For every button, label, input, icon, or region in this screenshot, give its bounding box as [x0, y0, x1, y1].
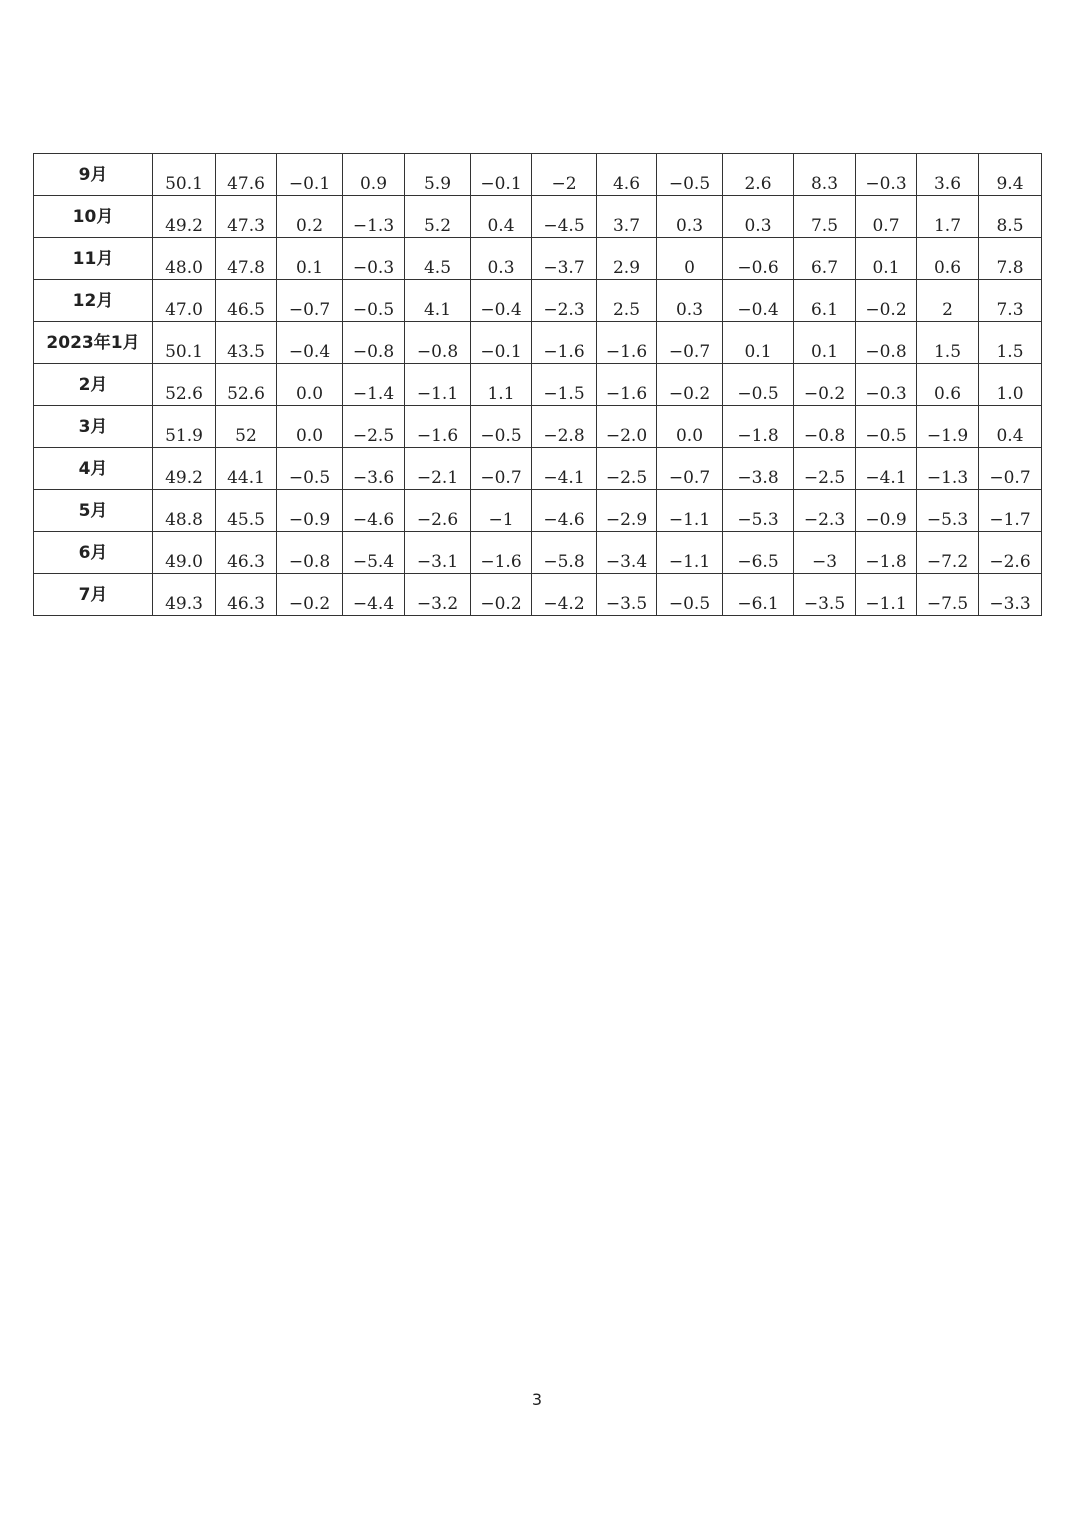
- table-cell: 45.5: [216, 490, 277, 532]
- table-cell: −6.1: [723, 574, 794, 616]
- table-cell: 47.8: [216, 238, 277, 280]
- row-label: 3月: [34, 406, 153, 448]
- table-cell: −1.3: [917, 448, 979, 490]
- table-cell: −2.3: [794, 490, 856, 532]
- table-cell: −2.9: [597, 490, 657, 532]
- table-cell: −0.7: [471, 448, 532, 490]
- row-label: 4月: [34, 448, 153, 490]
- table-cell: −5.8: [532, 532, 597, 574]
- table-cell: −0.5: [277, 448, 343, 490]
- table-cell: −0.3: [856, 154, 917, 196]
- table-cell: −1.6: [405, 406, 471, 448]
- table-cell: −0.5: [343, 280, 405, 322]
- table-cell: −0.5: [657, 154, 723, 196]
- table-cell: −3.6: [343, 448, 405, 490]
- table-cell: −0.5: [723, 364, 794, 406]
- row-label: 9月: [34, 154, 153, 196]
- table-cell: −0.2: [794, 364, 856, 406]
- table-cell: 9.4: [979, 154, 1042, 196]
- table-cell: −0.8: [405, 322, 471, 364]
- table-cell: 43.5: [216, 322, 277, 364]
- table-cell: 0.0: [277, 364, 343, 406]
- table-cell: −1.1: [657, 532, 723, 574]
- table-cell: 8.5: [979, 196, 1042, 238]
- table-cell: 50.1: [153, 322, 216, 364]
- table-cell: 0.4: [471, 196, 532, 238]
- table-cell: 0.0: [657, 406, 723, 448]
- table-cell: −0.4: [471, 280, 532, 322]
- table-cell: 2.6: [723, 154, 794, 196]
- data-table: [33, 153, 1042, 616]
- table-cell: 0.1: [794, 322, 856, 364]
- table-cell: −1.7: [979, 490, 1042, 532]
- table-cell: −0.9: [277, 490, 343, 532]
- table-cell: −0.7: [979, 448, 1042, 490]
- table-cell: −3.5: [794, 574, 856, 616]
- row-label: 5月: [34, 490, 153, 532]
- table-row: [34, 154, 1042, 196]
- table-cell: 49.3: [153, 574, 216, 616]
- table-cell: −0.1: [471, 154, 532, 196]
- table-row: [34, 406, 1042, 448]
- table-row: [34, 364, 1042, 406]
- table-cell: −0.8: [794, 406, 856, 448]
- table-cell: −4.1: [532, 448, 597, 490]
- table-cell: −2.6: [405, 490, 471, 532]
- table-cell: 0.3: [657, 196, 723, 238]
- table-cell: −0.1: [471, 322, 532, 364]
- table-cell: −0.5: [856, 406, 917, 448]
- table-cell: 0.6: [917, 238, 979, 280]
- row-label: 11月: [34, 238, 153, 280]
- table-cell: −0.3: [856, 364, 917, 406]
- table-cell: 7.8: [979, 238, 1042, 280]
- row-label: 2023年1月: [34, 322, 153, 364]
- table-cell: 46.3: [216, 574, 277, 616]
- table-cell: −1.1: [657, 490, 723, 532]
- table-cell: −2.1: [405, 448, 471, 490]
- row-label: 7月: [34, 574, 153, 616]
- table-cell: −1.3: [343, 196, 405, 238]
- table-cell: 7.5: [794, 196, 856, 238]
- table-cell: 0.0: [277, 406, 343, 448]
- table-cell: 47.6: [216, 154, 277, 196]
- table-row: [34, 238, 1042, 280]
- table-cell: −0.2: [856, 280, 917, 322]
- row-label: 10月: [34, 196, 153, 238]
- table-cell: −1.6: [532, 322, 597, 364]
- table-cell: −4.4: [343, 574, 405, 616]
- table-cell: −0.8: [856, 322, 917, 364]
- table-row: [34, 322, 1042, 364]
- table-cell: −1.6: [597, 322, 657, 364]
- table-cell: 52.6: [153, 364, 216, 406]
- table-cell: −3.8: [723, 448, 794, 490]
- table-cell: 48.8: [153, 490, 216, 532]
- table-cell: 0.1: [277, 238, 343, 280]
- table-cell: −0.5: [657, 574, 723, 616]
- table-cell: 47.3: [216, 196, 277, 238]
- table-cell: 1.1: [471, 364, 532, 406]
- table-cell: −4.6: [343, 490, 405, 532]
- table-cell: −1.5: [532, 364, 597, 406]
- table-cell: −7.2: [917, 532, 979, 574]
- table-cell: 6.7: [794, 238, 856, 280]
- table-cell: 3.7: [597, 196, 657, 238]
- table-cell: 4.5: [405, 238, 471, 280]
- table-cell: 0.1: [856, 238, 917, 280]
- table-cell: 0.2: [277, 196, 343, 238]
- table-cell: −0.8: [343, 322, 405, 364]
- table-row: [34, 574, 1042, 616]
- table-cell: 48.0: [153, 238, 216, 280]
- table-cell: −1: [471, 490, 532, 532]
- row-label: 6月: [34, 532, 153, 574]
- table-cell: 0: [657, 238, 723, 280]
- table-cell: −0.4: [723, 280, 794, 322]
- table-cell: −1.6: [471, 532, 532, 574]
- table-row: [34, 196, 1042, 238]
- table-cell: −2.6: [979, 532, 1042, 574]
- table-cell: 3.6: [917, 154, 979, 196]
- table-cell: −1.4: [343, 364, 405, 406]
- table-cell: 8.3: [794, 154, 856, 196]
- table-cell: −5.4: [343, 532, 405, 574]
- table-cell: 52: [216, 406, 277, 448]
- table-cell: −0.2: [657, 364, 723, 406]
- row-label: 12月: [34, 280, 153, 322]
- table-cell: −0.1: [277, 154, 343, 196]
- table-cell: 0.1: [723, 322, 794, 364]
- table-cell: 4.6: [597, 154, 657, 196]
- row-label: 2月: [34, 364, 153, 406]
- table-cell: 5.2: [405, 196, 471, 238]
- table-cell: 4.1: [405, 280, 471, 322]
- table-cell: −0.9: [856, 490, 917, 532]
- table-cell: 0.7: [856, 196, 917, 238]
- table-cell: −1.8: [723, 406, 794, 448]
- table-cell: 0.4: [979, 406, 1042, 448]
- table-cell: −7.5: [917, 574, 979, 616]
- table-cell: 1.7: [917, 196, 979, 238]
- table-cell: −0.7: [277, 280, 343, 322]
- table-cell: 1.5: [979, 322, 1042, 364]
- table-cell: 44.1: [216, 448, 277, 490]
- table-cell: −3.5: [597, 574, 657, 616]
- table-cell: −3.7: [532, 238, 597, 280]
- table-row: [34, 280, 1042, 322]
- table-cell: −0.2: [471, 574, 532, 616]
- table-cell: −2.5: [597, 448, 657, 490]
- table-cell: −1.6: [597, 364, 657, 406]
- table-cell: 46.5: [216, 280, 277, 322]
- table-body: [34, 154, 1042, 616]
- table-cell: −2.5: [343, 406, 405, 448]
- table-cell: −0.7: [657, 322, 723, 364]
- table-cell: 52.6: [216, 364, 277, 406]
- table-cell: 6.1: [794, 280, 856, 322]
- table-cell: −4.2: [532, 574, 597, 616]
- table-cell: −1.9: [917, 406, 979, 448]
- table-cell: 1.0: [979, 364, 1042, 406]
- table-cell: 49.0: [153, 532, 216, 574]
- table-cell: −0.6: [723, 238, 794, 280]
- table-cell: −3.1: [405, 532, 471, 574]
- table-cell: 46.3: [216, 532, 277, 574]
- table-cell: −2.0: [597, 406, 657, 448]
- table-cell: 2.9: [597, 238, 657, 280]
- table-cell: −4.5: [532, 196, 597, 238]
- table-row: [34, 490, 1042, 532]
- table-cell: −1.1: [856, 574, 917, 616]
- table-cell: −0.8: [277, 532, 343, 574]
- table-cell: 5.9: [405, 154, 471, 196]
- table-cell: −2.8: [532, 406, 597, 448]
- table-cell: −3: [794, 532, 856, 574]
- table-cell: −4.1: [856, 448, 917, 490]
- table-cell: −0.3: [343, 238, 405, 280]
- table-cell: 0.3: [657, 280, 723, 322]
- table-cell: −0.4: [277, 322, 343, 364]
- table-cell: −0.5: [471, 406, 532, 448]
- table-cell: −1.1: [405, 364, 471, 406]
- table-cell: −5.3: [723, 490, 794, 532]
- table-cell: −6.5: [723, 532, 794, 574]
- table-cell: −0.2: [277, 574, 343, 616]
- table-cell: 49.2: [153, 448, 216, 490]
- page-number: 3: [531, 1390, 543, 1409]
- table-cell: −1.8: [856, 532, 917, 574]
- table-cell: 2: [917, 280, 979, 322]
- table-cell: −0.7: [657, 448, 723, 490]
- table-cell: −3.2: [405, 574, 471, 616]
- table-cell: 49.2: [153, 196, 216, 238]
- table-cell: 0.6: [917, 364, 979, 406]
- table-cell: 0.3: [723, 196, 794, 238]
- table-cell: 50.1: [153, 154, 216, 196]
- table-cell: −5.3: [917, 490, 979, 532]
- table-cell: 1.5: [917, 322, 979, 364]
- table-cell: 0.9: [343, 154, 405, 196]
- table-cell: 47.0: [153, 280, 216, 322]
- table-cell: 0.3: [471, 238, 532, 280]
- table-cell: −3.4: [597, 532, 657, 574]
- table-cell: 51.9: [153, 406, 216, 448]
- table-cell: 7.3: [979, 280, 1042, 322]
- table-cell: −2.3: [532, 280, 597, 322]
- table-cell: −2.5: [794, 448, 856, 490]
- table-cell: 2.5: [597, 280, 657, 322]
- table-row: [34, 448, 1042, 490]
- table-row: [34, 532, 1042, 574]
- table-cell: −4.6: [532, 490, 597, 532]
- table-cell: −3.3: [979, 574, 1042, 616]
- table-cell: −2: [532, 154, 597, 196]
